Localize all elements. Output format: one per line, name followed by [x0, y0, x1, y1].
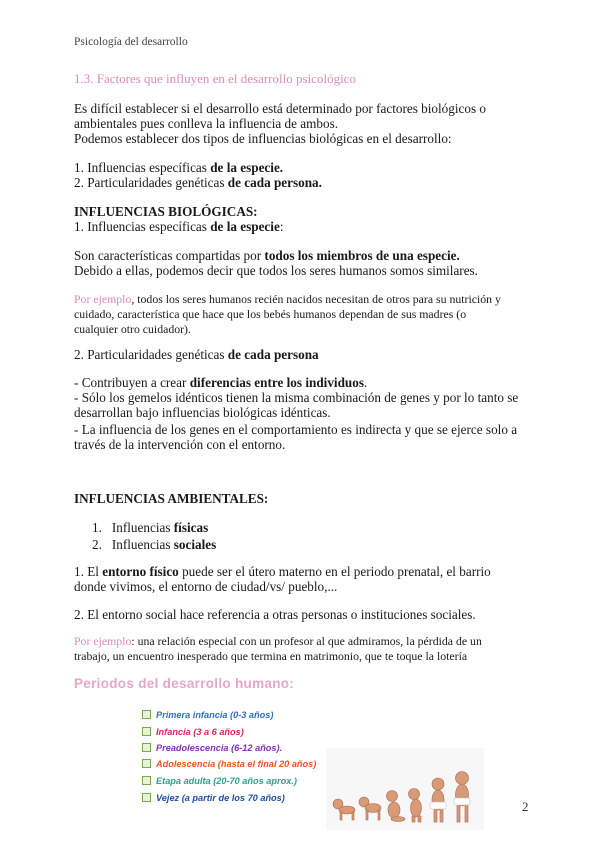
period-item-1: Primera infancia (0-3 años): [142, 710, 273, 720]
baby-development-illustration: [326, 748, 484, 830]
checkbox-bullet-icon: [142, 793, 151, 802]
bio-bullet-2-line-2: desarrollan bajo influencias biológicas idénticas.: [74, 405, 331, 420]
env-paragraph-2: 2. El entorno social hace referencia a otras personas o instituciones sociales.: [74, 607, 476, 622]
checkbox-bullet-icon: [142, 710, 151, 719]
checkbox-bullet-icon: [142, 743, 151, 752]
env-example-line-2: trabajo, un encuentro inesperado que termina en matrimonio, que te toque la lotería: [74, 649, 468, 663]
bio-bullet-3-line-2: través de la intervención con el entorno.: [74, 437, 286, 452]
env-item-1: 1. Influencias físicas: [92, 520, 209, 535]
bio-paragraph-1: Son características compartidas por todos los miembros de una especie.: [74, 248, 460, 263]
period-item-3: Preadolescencia (6-12 años).: [142, 743, 282, 753]
bio-bullet-3-line-1: - La influencia de los genes en el comportamiento es indirecta y que se ejerce solo a: [74, 422, 518, 437]
bio-example-line-2: cuidado, característica que hace que los bebés humanos dependan de sus madres (o: [74, 307, 467, 321]
list1-item-1: 1. Influencias específicas de la especie.: [74, 160, 284, 175]
page-number: 2: [522, 799, 529, 814]
bio-bullet-2-line-1: - Sólo los gemelos idénticos tienen la misma combinación de genes y por lo tanto se: [74, 390, 519, 405]
bio-bullet-1: - Contribuyen a crear diferencias entre los individuos.: [74, 375, 368, 390]
bio-sub-1: 1. Influencias específicas de la especie:: [74, 219, 284, 234]
section-title: 1.3. Factores que influyen en el desarrollo psicológico: [74, 71, 356, 86]
period-item-2: Infancia (3 a 6 años): [142, 727, 244, 737]
bio-heading: INFLUENCIAS BIOLÓGICAS:: [74, 204, 258, 219]
checkbox-bullet-icon: [142, 776, 151, 785]
bio-sub-2: 2. Particularidades genéticas de cada persona: [74, 347, 319, 362]
bio-example-line-3: cualquier otro cuidador).: [74, 322, 191, 336]
intro-line-1: Es difícil establecer si el desarrollo está determinado por factores biológicos o: [74, 101, 486, 116]
period-item-6: Vejez (a partir de los 70 años): [142, 793, 285, 803]
checkbox-bullet-icon: [142, 727, 151, 736]
list1-item-2: 2. Particularidades genéticas de cada persona.: [74, 175, 322, 190]
bio-paragraph-2: Debido a ellas, podemos decir que todos los seres humanos somos similares.: [74, 263, 478, 278]
period-item-5: Etapa adulta (20-70 años aprox.): [142, 776, 297, 786]
env-paragraph-1-line-1: 1. El entorno físico puede ser el útero materno en el periodo prenatal, el barrio: [74, 564, 491, 579]
bio-example-line-1: Por ejemplo, todos los seres humanos recién nacidos necesitan de otros para su nutrición y: [74, 292, 501, 306]
running-header: Psicología del desarrollo: [74, 36, 188, 48]
intro-line-2: ambientales pues conlleva la influencia de ambos.: [74, 116, 339, 131]
intro-line-3: Podemos establecer dos tipos de influencias biológicas en el desarrollo:: [74, 131, 452, 146]
env-heading: INFLUENCIAS AMBIENTALES:: [74, 491, 269, 506]
checkbox-bullet-icon: [142, 759, 151, 768]
env-example-line-1: Por ejemplo: una relación especial con un profesor al que admiramos, la pérdida de un: [74, 634, 482, 648]
periods-title: Periodos del desarrollo humano:: [74, 676, 295, 691]
env-item-2: 2. Influencias sociales: [92, 537, 217, 552]
period-item-4: Adolescencia (hasta el final 20 años): [142, 759, 316, 769]
env-paragraph-1-line-2: donde vivimos, el entorno de ciudad/vs/ pueblo,...: [74, 579, 338, 594]
